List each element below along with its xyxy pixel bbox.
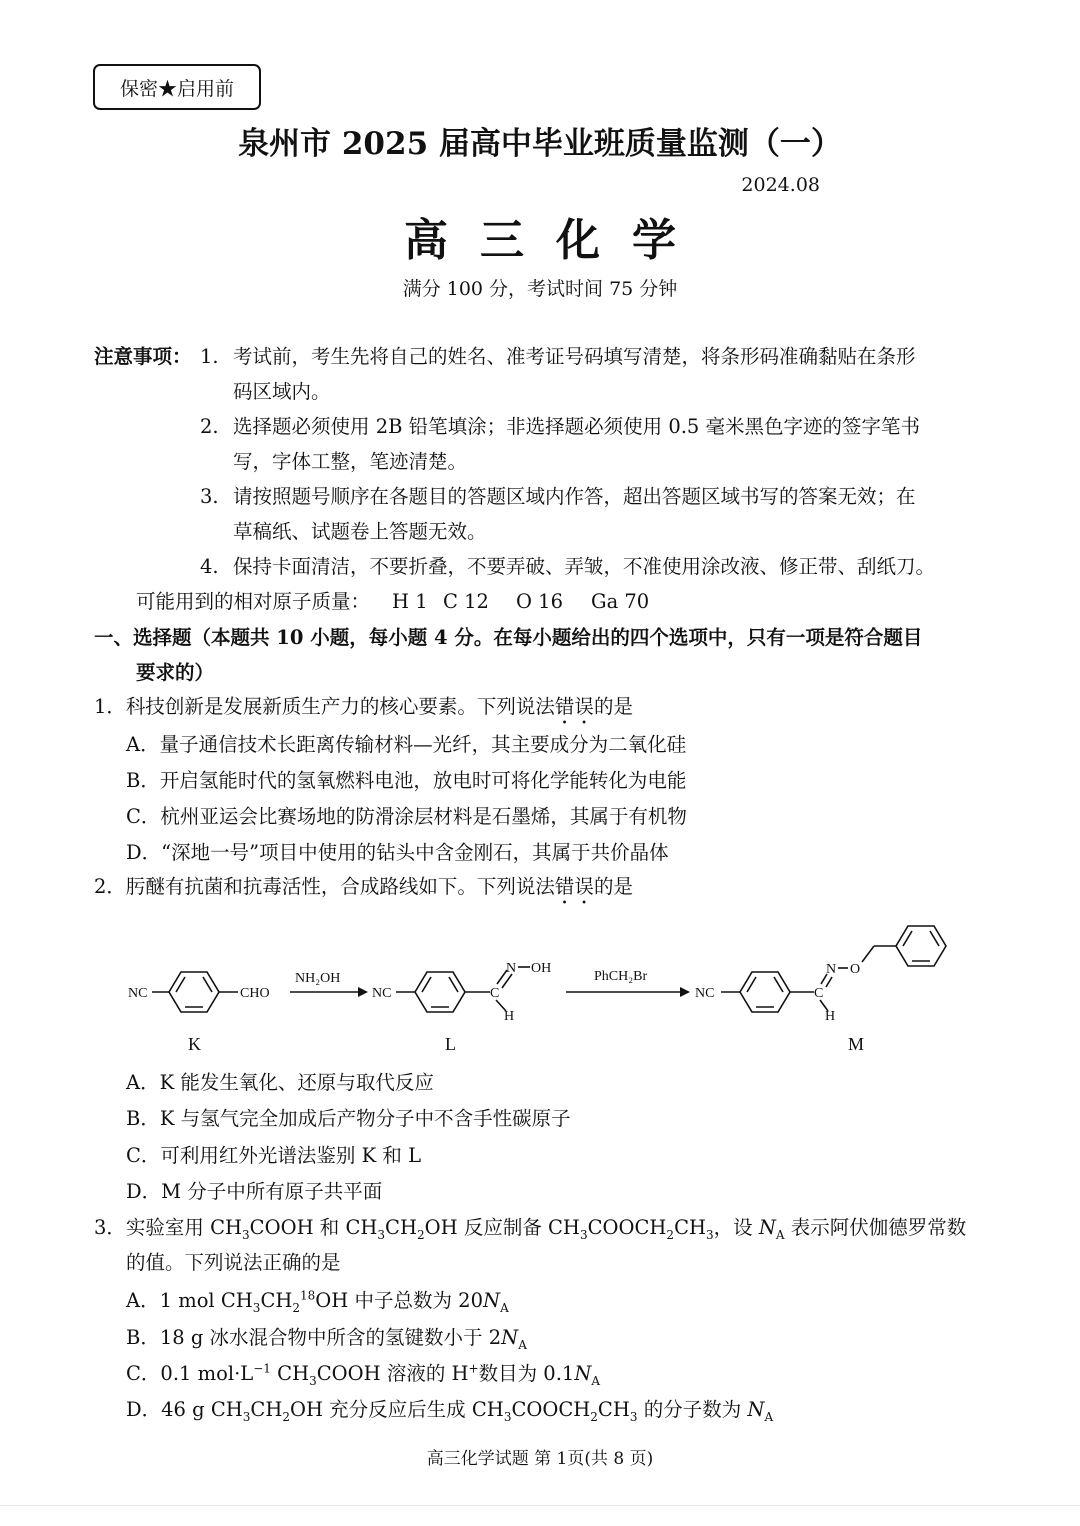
q3-option-c: C．0.1 $mol\cdot L^{-1}$ $CH_3COOH$ 溶液的 H+数目为 $0.1N_A$: [126, 1361, 601, 1388]
q2-stem: [94, 869, 633, 909]
q3-option-a: A．1 mol $CH_3CH_2^{18}OH$ 中子总数为 $20N_A$: [126, 1288, 509, 1315]
label-m: M: [848, 1034, 865, 1054]
q3-stem-line2: 的值。下列说法正确的是: [126, 1251, 341, 1274]
q1-stem-pre: 1．科技创新是发展新质生产力的核心要素。下列说法: [94, 695, 555, 718]
q1-option-b: B．开启氢能时代的氢氧燃料电池，放电时可将化学能转化为电能: [126, 769, 687, 792]
l-oh-label: OH: [531, 961, 552, 976]
l-nc-label: NC: [372, 986, 392, 1001]
q1-option-a: A．量子通信技术长距离传输材料—光纤，其主要成分为二氧化硅: [126, 733, 687, 756]
l-benzene-ring: [415, 972, 465, 1012]
note-1-line2: 码区域内。: [233, 380, 331, 403]
note-2-line1: 选择题必须使用 2B 铅笔填涂；非选择题必须使用 0.5 毫米黑色字迹的签字笔书: [233, 415, 921, 438]
m-c-label: C: [814, 986, 824, 1001]
reagent-2: PhCH₂Br: [594, 969, 648, 984]
section1-line1: 一、选择题（本题共 10 小题，每小题 4 分。在每小题给出的四个选项中，只有一项是符合题目: [94, 626, 923, 649]
l-c-label: C: [490, 986, 500, 1001]
note-3-line2: 草稿纸、试题卷上答题无效。: [233, 520, 487, 543]
label-l: L: [445, 1034, 456, 1054]
q3-option-c-letter: C．: [126, 1362, 161, 1385]
notes-label: 注意事项：: [94, 345, 192, 368]
q1-option-c: C．杭州亚运会比赛场地的防滑涂层材料是石墨烯，其属于有机物: [126, 805, 687, 828]
note-3-line1: 请按照题号顺序在各题目的答题区域内作答，超出答题区域书写的答案无效；在: [233, 485, 916, 508]
score-info: 满分 100 分，考试时间 75 分钟: [402, 278, 678, 300]
atomic-mass-ga: Ga 70: [591, 590, 650, 613]
section1-line2: 要求的）: [136, 661, 215, 684]
q3-stem-pre: 3．实验室用 CH: [94, 1216, 243, 1239]
k-cho-label: CHO: [240, 986, 270, 1001]
q2-stem-pre: 2．肟醚有抗菌和抗毒活性，合成路线如下。下列说法: [94, 875, 555, 898]
page-footer: 高三化学试题 第 1页(共 8 页): [426, 1449, 654, 1469]
atomic-mass-h: H 1: [392, 590, 428, 613]
q1-stem-emphasis: 错误: [554, 695, 594, 718]
arrowhead-1: [358, 987, 368, 997]
q1-stem-post: 的是: [593, 695, 633, 718]
reagent-1: NH₂OH: [295, 971, 341, 986]
atomic-mass-c: C 12: [443, 590, 489, 613]
arrowhead-2: [680, 987, 690, 997]
atomic-mass-o: O 16: [516, 590, 563, 613]
q1-stem: [94, 689, 633, 729]
q2-stem-post: 的是: [593, 875, 633, 898]
q1-option-d: D．“深地一号”项目中使用的钻头中含金刚石，其属于共价晶体: [126, 841, 669, 864]
note-2-num: 2.: [200, 415, 219, 438]
exam-title: 泉州市 2025 届高中毕业班质量监测（一）: [238, 126, 842, 162]
note-1-num: 1.: [200, 345, 219, 368]
m-o-label: O: [850, 962, 861, 977]
q3-stem-line1: 3．实验室用 $CH_3COOH$ 和 $CH_3CH_2OH$ 反应制备 $CH_3COOCH_2CH_3$，设 $N_A$ 表示阿伏伽德罗常数: [94, 1216, 967, 1242]
note-2-line2: 写，字体工整，笔迹清楚。: [233, 450, 468, 473]
q3-option-b: B．18 g 冰水混合物中所含的氢键数小于 $2N_A$: [126, 1326, 527, 1352]
q2-option-a: A．K 能发生氧化、还原与取代反应: [126, 1071, 434, 1094]
q3-option-b-text: 18 g 冰水混合物中所含的氢键数小于 2: [159, 1326, 502, 1349]
k-nc-label: NC: [128, 986, 148, 1001]
l-h-label: H: [504, 1009, 515, 1024]
reaction-scheme: [110, 912, 970, 1062]
note-1-line1: 考试前，考生先将自己的姓名、准考证号码填写清楚，将条形码准确黏贴在条形: [233, 345, 916, 368]
q3-option-a-letter: A．: [126, 1289, 160, 1312]
exam-date: 2024.08: [741, 174, 820, 196]
l-n-label: N: [506, 961, 517, 976]
m-nc-label: NC: [695, 986, 715, 1001]
q3-option-b-letter: B．: [126, 1326, 160, 1349]
q2-option-b: B．K 与氢气完全加成后产物分子中不含手性碳原子: [126, 1107, 571, 1130]
q2-option-c: C．可利用红外光谱法鉴别 K 和 L: [126, 1144, 422, 1167]
q2-stem-emphasis: 错误: [554, 875, 594, 898]
q3-option-d: D．46 g $CH_3CH_2OH$ 充分反应后生成 $CH_3COOCH_2CH_3$ 的分子数为 $N_A$: [126, 1398, 774, 1424]
label-k: K: [188, 1034, 201, 1054]
note-4-num: 4.: [200, 555, 219, 578]
m-n-label: N: [826, 962, 837, 977]
q3-option-d-letter: D．: [126, 1398, 162, 1421]
note-3-num: 3.: [200, 485, 219, 508]
m-h-label: H: [825, 1009, 836, 1024]
bottom-divider: [0, 1505, 1080, 1506]
note-4-line1: 保持卡面清洁，不要折叠，不要弄破、弄皱，不准使用涂改液、修正带、刮纸刀。: [233, 555, 936, 578]
secret-badge: 保密★启用前: [93, 64, 261, 110]
m-benzyl-ring: [896, 926, 946, 966]
atomic-mass-label: 可能用到的相对原子质量：: [136, 590, 371, 613]
subject-title: 高三化学: [404, 215, 708, 266]
k-benzene-ring: [169, 972, 219, 1012]
q2-option-d: D．M 分子中所有原子共平面: [126, 1180, 383, 1203]
m-benzene-ring: [740, 972, 790, 1012]
